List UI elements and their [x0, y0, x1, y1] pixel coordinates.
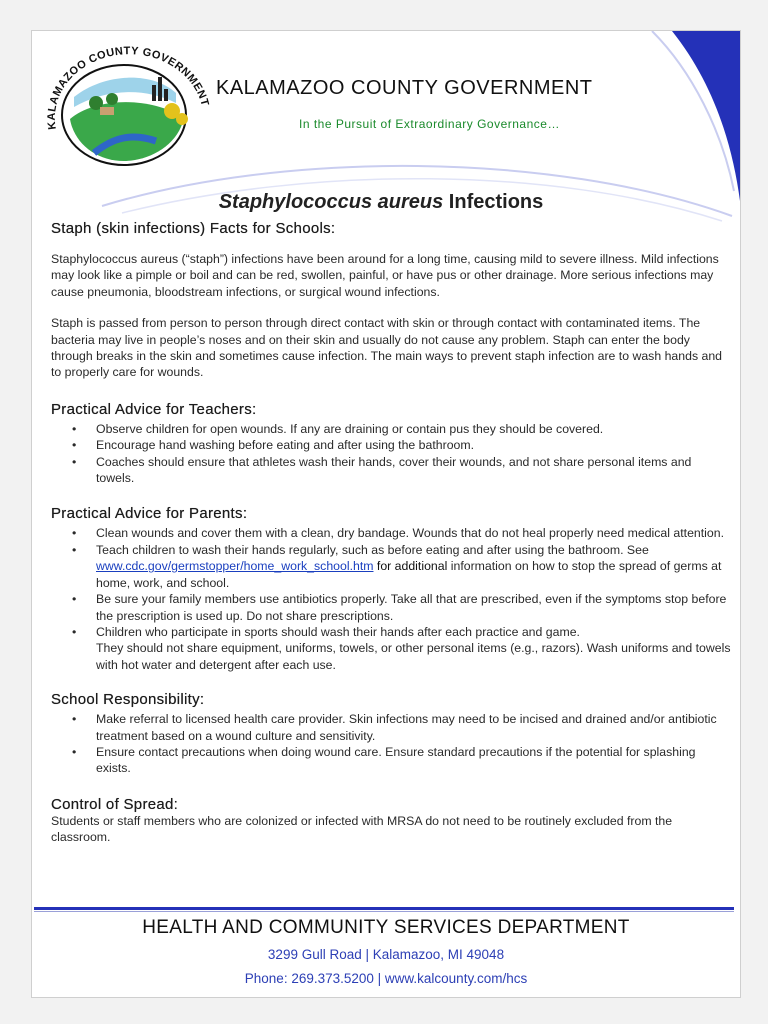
teachers-list — [51, 421, 731, 487]
list-item-text: Teach children to wash their hands regularly, such as before eating and after using the bathroom. See — [96, 542, 649, 557]
control-text: Students or staff members who are colonized or infected with MRSA do not need to be routinely excluded from the classroom. — [51, 813, 673, 845]
teachers-heading: Practical Advice for Teachers: — [51, 400, 257, 418]
cdc-link[interactable]: www.cdc.gov/germstopper/home_work_school.htm — [96, 559, 374, 574]
school-heading: School Responsibility: — [51, 691, 205, 709]
list-item: • Coaches should ensure that athletes wash their hands, cover their wounds, and not share personal items and towels. — [96, 454, 731, 487]
document-page — [31, 30, 741, 998]
list-item — [96, 624, 731, 673]
list-item: • Encourage hand washing before eating and after using the bathroom. — [96, 437, 731, 453]
facts-paragraph: Staph is passed from person to person through direct contact with skin or through contact with contaminated items. The bacteria may live in people’s noses and on their skin and usually do not cause any problem. Staph can enter the body through breaks in the skin and sometimes cause infection. The main ways to prevent staph infection are to wash hands and to properly care for wounds. — [51, 316, 723, 380]
list-item-text: They should not share equipment, uniforms, towels, or other personal items (e.g., razors). Wash uniforms and towels with hot water and detergent after each use. — [96, 641, 731, 672]
document-title — [31, 191, 731, 214]
list-item: • Ensure contact precautions when doing wound care. Ensure standard precautions if the potential for splashing exists. — [96, 744, 731, 777]
main-content — [51, 191, 731, 846]
county-logo — [34, 37, 214, 173]
parents-list — [51, 525, 731, 673]
list-item: • Clean wounds and cover them with a clean, dry bandage. Wounds that do not heal properly need medical attention. — [96, 525, 731, 541]
facts-heading: Staph (skin infections) Facts for Schools: — [51, 220, 336, 237]
facts-paragraph: Staphylococcus aureus (“staph”) infections have been around for a long time, causing mild to severe illness. Mild infections may look like a pimple or boil and can be red, swollen, painful, or have pus or other drainage. More serious infections may cause pneumonia, bloodstream infections, or surgical wound infections. — [51, 252, 719, 299]
list-item: • Make referral to licensed health care provider. Skin infections may need to be incised and drained and/or antibiotic treatment based on a wound culture and sensitivity. — [96, 711, 731, 744]
list-item-text: information on how to stop the spread of germs at home, work, and school. — [96, 559, 722, 590]
department-address: 3299 Gull Road | Kalamazoo, MI 49048 — [267, 947, 505, 962]
list-item: • Observe children for open wounds. If any are draining or contain pus they should be covered. — [96, 421, 731, 437]
control-heading: Control of Spread: — [51, 795, 179, 813]
footer-divider-shadow — [34, 911, 734, 912]
list-item-text: Children who participate in sports should wash their hands after each practice and game. — [96, 624, 580, 639]
tagline: In the Pursuit of Extraordinary Governance… — [299, 117, 560, 131]
footer-divider — [34, 907, 734, 910]
department-name: HEALTH AND COMMUNITY SERVICES DEPARTMENT — [142, 917, 630, 938]
list-item: • Be sure your family members use antibiotics properly. Take all that are prescribed, even if the symptoms stop before the prescription is used up. Do not share prescriptions. — [96, 591, 731, 624]
organization-name: KALAMAZOO COUNTY GOVERNMENT — [216, 77, 593, 99]
title-italic: Staphylococcus aureus — [218, 191, 444, 213]
parents-heading: Practical Advice for Parents: — [51, 505, 248, 523]
link-suffix: for additional — [373, 559, 448, 574]
logo-ring-text: KALAMAZOO COUNTY GOVERNMENT — [45, 45, 211, 131]
list-item — [96, 542, 731, 591]
school-list — [51, 711, 731, 777]
department-contact: Phone: 269.373.5200 | www.kalcounty.com/hcs — [244, 971, 528, 986]
title-rest: Infections — [443, 191, 544, 213]
